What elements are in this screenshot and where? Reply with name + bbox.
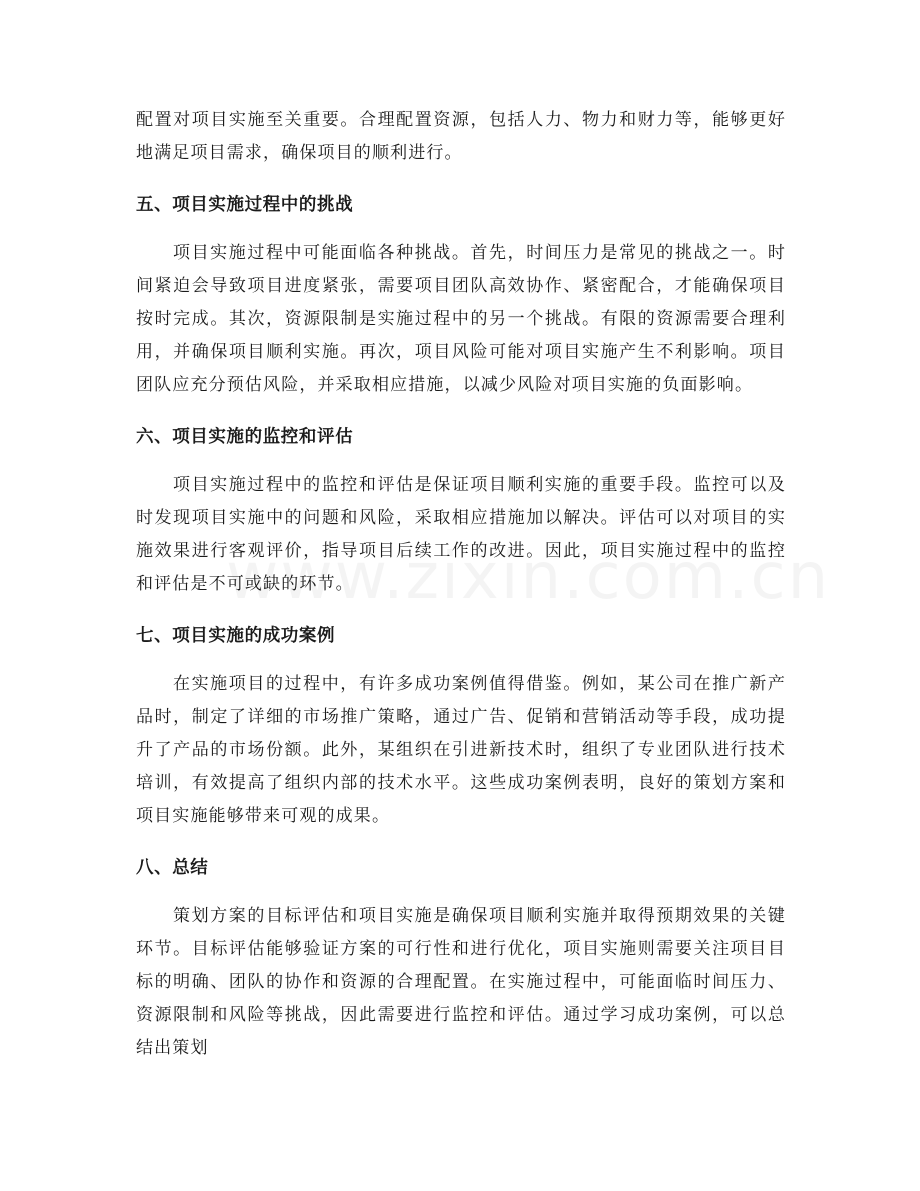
section-7-body: 在实施项目的过程中，有许多成功案例值得借鉴。例如，某公司在推广新产品时，制定了详细的市场推广策略，通过广告、促销和营销活动等手段，成功提升了产品的市场份额。此外，某组织在引进新技术时，组织了专业团队进行技术培训，有效提高了组织内部的技术水平。这些成功案例表明，良好的策划方案和项目实施能够带来可观的成果。 [136,674,786,826]
intro-paragraph: 配置对项目实施至关重要。合理配置资源，包括人力、物力和财力等，能够更好地满足项目需求，确保项目的顺利进行。 [136,110,786,163]
section-8-body: 策划方案的目标评估和项目实施是确保项目顺利实施并取得预期效果的关键环节。目标评估能够验证方案的可行性和进行优化，项目实施则需要关注项目目标的明确、团队的协作和资源的合理配置。在实施过程中，可能面临时间压力、资源限制和风险等挑战，因此需要进行监控和评估。通过学习成功案例，可以总结出策划 [136,906,786,1058]
section-7-heading: 七、项目实施的成功案例 [136,626,336,646]
section-6-heading: 六、项目实施的监控和评估 [136,427,354,447]
section-8-heading: 八、总结 [136,858,209,878]
section-6-body: 项目实施过程中的监控和评估是保证项目顺利实施的重要手段。监控可以及时发现项目实施中的问题和风险，采取相应措施加以解决。评估可以对项目的实施效果进行客观评价，指导项目后续工作的改进。因此，项目实施过程中的监控和评估是不可或缺的环节。 [136,475,786,594]
document-body [136,104,786,1065]
section-5-body: 项目实施过程中可能面临各种挑战。首先，时间压力是常见的挑战之一。时间紧迫会导致项目进度紧张，需要项目团队高效协作、紧密配合，才能确保项目按时完成。其次，资源限制是实施过程中的另一个挑战。有限的资源需要合理利用，并确保项目顺利实施。再次，项目风险可能对项目实施产生不利影响。项目团队应充分预估风险，并采取相应措施，以减少风险对项目实施的负面影响。 [136,243,786,395]
section-5-heading: 五、项目实施过程中的挑战 [136,195,354,215]
